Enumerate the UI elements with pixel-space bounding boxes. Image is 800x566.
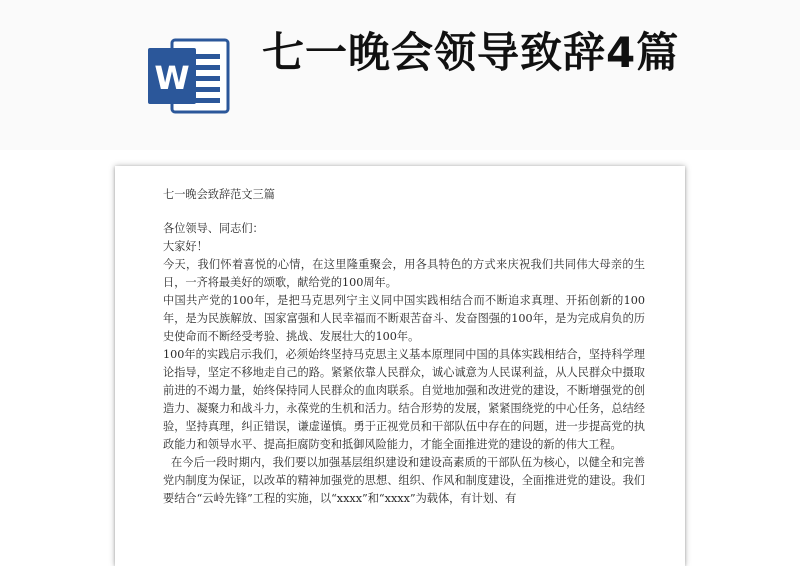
document-heading: 七一晚会致辞范文三篇: [163, 188, 275, 201]
page-title: 七一晚会领导致辞4篇: [262, 28, 680, 77]
salutation: 各位领导、同志们：: [163, 222, 264, 235]
body-paragraph: 今天，我们怀着喜悦的心情，在这里隆重聚会，用各具特色的方式来庆祝我们共同伟大母亲的生日，一齐将最美好的颂歌，献给党的100周年。: [163, 258, 645, 289]
body-paragraph: 100年的实践启示我们，必须始终坚持马克思主义基本原理同中国的具体实践相结合，坚持科学理论指导，坚定不移地走自己的路。紧紧依靠人民群众，诚心诚意为人民谋利益，从人民群众中摄取前进的不竭力量，始终保持同人民群众的血肉联系。自觉地加强和改进党的建设，不断增强党的创造力、凝聚力和战斗力，永葆党的生机和活力。结合形势的发展，紧紧围绕党的中心任务，总结经验，坚持真理，纠正错误，谦虚谨慎。勇于正视党员和干部队伍中存在的问题，进一步提高党的执政能力和领导水平、提高拒腐防变和抵御风险能力，才能全面推进党的建设的新的伟大工程。: [163, 348, 645, 451]
word-icon-letter: W: [154, 59, 190, 97]
greeting: 大家好！: [163, 240, 208, 253]
header-banner: [0, 0, 800, 150]
body-paragraph: 中国共产党的100年，是把马克思列宁主义同中国实践相结合而不断追求真理、开拓创新的100年，是为民族解放、国家富强和人民幸福而不断艰苦奋斗、发奋图强的100年，是为完成肩负的历史使命而不断经受考验、挑战、发展壮大的100年。: [163, 294, 645, 343]
document-body: [163, 186, 645, 508]
document-page: [115, 166, 685, 566]
body-paragraph: 在今后一段时期内，我们要以加强基层组织建设和建设高素质的干部队伍为核心，以健全和完善党内制度为保证，以改革的精神加强党的思想、组织、作风和制度建设，全面推进党的建设。我们要结合“云岭先锋”工程的实施，以“xxxx”和“xxxx”为载体，有计划、有: [163, 456, 645, 505]
word-icon: [146, 36, 230, 116]
